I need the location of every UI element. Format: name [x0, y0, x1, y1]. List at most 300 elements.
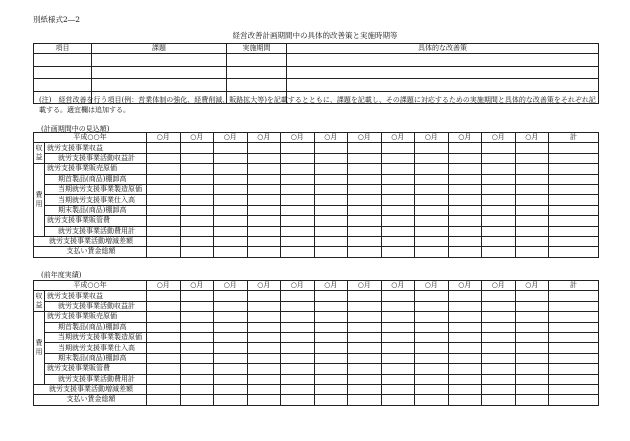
- value-cell[interactable]: [180, 395, 214, 405]
- value-cell[interactable]: [281, 226, 315, 236]
- value-cell[interactable]: [281, 395, 315, 405]
- value-cell[interactable]: [415, 226, 449, 236]
- value-cell[interactable]: [147, 353, 181, 363]
- value-cell[interactable]: [381, 364, 415, 374]
- value-cell[interactable]: [448, 343, 482, 353]
- value-cell[interactable]: [180, 332, 214, 342]
- value-cell[interactable]: [314, 153, 348, 163]
- value-cell[interactable]: [214, 364, 248, 374]
- value-cell[interactable]: [180, 174, 214, 184]
- value-cell[interactable]: [314, 312, 348, 322]
- value-cell[interactable]: [147, 322, 181, 332]
- value-cell[interactable]: [482, 184, 516, 194]
- value-cell[interactable]: [214, 216, 248, 226]
- value-cell[interactable]: [214, 236, 248, 246]
- value-cell[interactable]: [348, 236, 382, 246]
- value-cell[interactable]: [515, 312, 549, 322]
- value-cell[interactable]: [482, 153, 516, 163]
- value-cell[interactable]: [180, 374, 214, 384]
- value-cell[interactable]: [348, 153, 382, 163]
- header-period: 実施期間: [227, 44, 287, 54]
- value-cell[interactable]: [515, 174, 549, 184]
- value-cell[interactable]: [247, 195, 281, 205]
- value-cell[interactable]: [214, 226, 248, 236]
- value-cell[interactable]: [348, 247, 382, 257]
- value-cell[interactable]: [515, 301, 549, 311]
- value-cell[interactable]: [247, 374, 281, 384]
- value-cell[interactable]: [348, 301, 382, 311]
- value-cell[interactable]: [314, 343, 348, 353]
- value-cell[interactable]: [482, 164, 516, 174]
- value-cell[interactable]: [314, 247, 348, 257]
- value-cell[interactable]: [381, 322, 415, 332]
- value-cell[interactable]: [415, 332, 449, 342]
- value-cell[interactable]: [448, 195, 482, 205]
- value-cell[interactable]: [549, 236, 599, 246]
- value-cell[interactable]: [448, 364, 482, 374]
- value-cell[interactable]: [549, 291, 599, 301]
- value-cell[interactable]: [348, 312, 382, 322]
- value-cell[interactable]: [147, 247, 181, 257]
- value-cell[interactable]: [281, 236, 315, 246]
- value-cell[interactable]: [147, 153, 181, 163]
- value-cell[interactable]: [314, 332, 348, 342]
- cell[interactable]: [92, 66, 227, 79]
- value-cell[interactable]: [281, 332, 315, 342]
- value-cell[interactable]: [314, 205, 348, 215]
- value-cell[interactable]: [348, 195, 382, 205]
- value-cell[interactable]: [549, 374, 599, 384]
- value-cell[interactable]: [180, 364, 214, 374]
- value-cell[interactable]: [381, 236, 415, 246]
- value-cell[interactable]: [281, 174, 315, 184]
- value-cell[interactable]: [381, 395, 415, 405]
- value-cell[interactable]: [381, 301, 415, 311]
- value-cell[interactable]: [448, 332, 482, 342]
- value-cell[interactable]: [515, 384, 549, 394]
- value-cell[interactable]: [314, 195, 348, 205]
- value-cell[interactable]: [247, 164, 281, 174]
- value-cell[interactable]: [281, 184, 315, 194]
- value-cell[interactable]: [147, 395, 181, 405]
- value-cell[interactable]: [147, 343, 181, 353]
- value-cell[interactable]: [381, 332, 415, 342]
- value-cell[interactable]: [180, 205, 214, 215]
- value-cell[interactable]: [415, 153, 449, 163]
- value-cell[interactable]: [247, 364, 281, 374]
- value-cell[interactable]: [381, 143, 415, 153]
- value-cell[interactable]: [247, 247, 281, 257]
- value-cell[interactable]: [482, 226, 516, 236]
- value-cell[interactable]: [381, 312, 415, 322]
- value-cell[interactable]: [549, 247, 599, 257]
- value-cell[interactable]: [381, 164, 415, 174]
- value-cell[interactable]: [314, 353, 348, 363]
- value-cell[interactable]: [214, 153, 248, 163]
- value-cell[interactable]: [281, 353, 315, 363]
- value-cell[interactable]: [482, 195, 516, 205]
- value-cell[interactable]: [214, 332, 248, 342]
- value-cell[interactable]: [214, 184, 248, 194]
- value-cell[interactable]: [482, 236, 516, 246]
- value-cell[interactable]: [247, 395, 281, 405]
- value-cell[interactable]: [281, 322, 315, 332]
- value-cell[interactable]: [448, 164, 482, 174]
- value-cell[interactable]: [281, 195, 315, 205]
- value-cell[interactable]: [348, 291, 382, 301]
- value-cell[interactable]: [515, 364, 549, 374]
- value-cell[interactable]: [247, 353, 281, 363]
- value-cell[interactable]: [281, 247, 315, 257]
- cell[interactable]: [227, 66, 287, 79]
- value-cell[interactable]: [482, 395, 516, 405]
- value-cell[interactable]: [448, 374, 482, 384]
- value-cell[interactable]: [482, 143, 516, 153]
- cell[interactable]: [227, 79, 287, 92]
- value-cell[interactable]: [482, 343, 516, 353]
- value-cell[interactable]: [549, 174, 599, 184]
- value-cell[interactable]: [281, 301, 315, 311]
- value-cell[interactable]: [482, 291, 516, 301]
- value-cell[interactable]: [381, 291, 415, 301]
- value-cell[interactable]: [515, 322, 549, 332]
- value-cell[interactable]: [314, 322, 348, 332]
- value-cell[interactable]: [314, 301, 348, 311]
- value-cell[interactable]: [348, 164, 382, 174]
- value-cell[interactable]: [515, 226, 549, 236]
- value-cell[interactable]: [549, 205, 599, 215]
- value-cell[interactable]: [314, 184, 348, 194]
- value-cell[interactable]: [214, 164, 248, 174]
- value-cell[interactable]: [348, 322, 382, 332]
- value-cell[interactable]: [180, 184, 214, 194]
- value-cell[interactable]: [482, 353, 516, 363]
- value-cell[interactable]: [381, 384, 415, 394]
- value-cell[interactable]: [348, 364, 382, 374]
- value-cell[interactable]: [482, 374, 516, 384]
- value-cell[interactable]: [247, 343, 281, 353]
- value-cell[interactable]: [180, 384, 214, 394]
- value-cell[interactable]: [214, 301, 248, 311]
- value-cell[interactable]: [448, 301, 482, 311]
- value-cell[interactable]: [415, 174, 449, 184]
- value-cell[interactable]: [415, 164, 449, 174]
- value-cell[interactable]: [515, 374, 549, 384]
- value-cell[interactable]: [147, 332, 181, 342]
- value-cell[interactable]: [214, 291, 248, 301]
- value-cell[interactable]: [214, 143, 248, 153]
- value-cell[interactable]: [549, 226, 599, 236]
- value-cell[interactable]: [247, 291, 281, 301]
- value-cell[interactable]: [214, 353, 248, 363]
- value-cell[interactable]: [381, 174, 415, 184]
- value-cell[interactable]: [448, 174, 482, 184]
- value-cell[interactable]: [147, 174, 181, 184]
- value-cell[interactable]: [549, 384, 599, 394]
- value-cell[interactable]: [348, 332, 382, 342]
- value-cell[interactable]: [147, 164, 181, 174]
- value-cell[interactable]: [348, 395, 382, 405]
- value-cell[interactable]: [515, 216, 549, 226]
- value-cell[interactable]: [314, 174, 348, 184]
- value-cell[interactable]: [482, 312, 516, 322]
- value-cell[interactable]: [214, 374, 248, 384]
- value-cell[interactable]: [381, 153, 415, 163]
- value-cell[interactable]: [448, 143, 482, 153]
- value-cell[interactable]: [281, 312, 315, 322]
- value-cell[interactable]: [214, 395, 248, 405]
- value-cell[interactable]: [381, 343, 415, 353]
- value-cell[interactable]: [247, 332, 281, 342]
- value-cell[interactable]: [180, 301, 214, 311]
- value-cell[interactable]: [448, 312, 482, 322]
- value-cell[interactable]: [348, 226, 382, 236]
- value-cell[interactable]: [482, 174, 516, 184]
- value-cell[interactable]: [281, 384, 315, 394]
- value-cell[interactable]: [415, 291, 449, 301]
- value-cell[interactable]: [180, 226, 214, 236]
- value-cell[interactable]: [180, 343, 214, 353]
- value-cell[interactable]: [415, 184, 449, 194]
- value-cell[interactable]: [281, 343, 315, 353]
- value-cell[interactable]: [314, 384, 348, 394]
- value-cell[interactable]: [247, 322, 281, 332]
- value-cell[interactable]: [448, 384, 482, 394]
- table-row: [34, 332, 599, 342]
- value-cell[interactable]: [247, 174, 281, 184]
- value-cell[interactable]: [214, 312, 248, 322]
- value-cell[interactable]: [415, 343, 449, 353]
- value-cell[interactable]: [381, 195, 415, 205]
- value-cell[interactable]: [348, 384, 382, 394]
- value-cell[interactable]: [381, 216, 415, 226]
- value-cell[interactable]: [348, 343, 382, 353]
- value-cell[interactable]: [147, 226, 181, 236]
- value-cell[interactable]: [415, 395, 449, 405]
- cell[interactable]: [34, 66, 92, 79]
- value-cell[interactable]: [415, 216, 449, 226]
- value-cell[interactable]: [281, 291, 315, 301]
- value-cell[interactable]: [180, 164, 214, 174]
- cell[interactable]: [34, 79, 92, 92]
- value-cell[interactable]: [448, 216, 482, 226]
- value-cell[interactable]: [314, 236, 348, 246]
- value-cell[interactable]: [515, 291, 549, 301]
- value-cell[interactable]: [549, 216, 599, 226]
- value-cell[interactable]: [147, 291, 181, 301]
- value-cell[interactable]: [549, 364, 599, 374]
- value-cell[interactable]: [549, 395, 599, 405]
- value-cell[interactable]: [281, 153, 315, 163]
- value-cell[interactable]: [549, 301, 599, 311]
- value-cell[interactable]: [549, 332, 599, 342]
- value-cell[interactable]: [415, 195, 449, 205]
- value-cell[interactable]: [247, 226, 281, 236]
- value-cell[interactable]: [147, 236, 181, 246]
- value-cell[interactable]: [549, 184, 599, 194]
- value-cell[interactable]: [314, 164, 348, 174]
- value-cell[interactable]: [247, 384, 281, 394]
- value-cell[interactable]: [515, 236, 549, 246]
- value-cell[interactable]: [515, 205, 549, 215]
- value-cell[interactable]: [415, 236, 449, 246]
- value-cell[interactable]: [214, 205, 248, 215]
- value-cell[interactable]: [549, 153, 599, 163]
- value-cell[interactable]: [348, 216, 382, 226]
- value-cell[interactable]: [482, 205, 516, 215]
- value-cell[interactable]: [281, 364, 315, 374]
- value-cell[interactable]: [448, 395, 482, 405]
- value-cell[interactable]: [247, 205, 281, 215]
- value-cell[interactable]: [415, 205, 449, 215]
- value-cell[interactable]: [214, 384, 248, 394]
- value-cell[interactable]: [247, 216, 281, 226]
- value-cell[interactable]: [180, 312, 214, 322]
- value-cell[interactable]: [314, 143, 348, 153]
- value-cell[interactable]: [381, 353, 415, 363]
- value-cell[interactable]: [247, 236, 281, 246]
- value-cell[interactable]: [214, 195, 248, 205]
- value-cell[interactable]: [214, 247, 248, 257]
- value-cell[interactable]: [180, 195, 214, 205]
- value-cell[interactable]: [247, 312, 281, 322]
- value-cell[interactable]: [515, 164, 549, 174]
- value-cell[interactable]: [180, 353, 214, 363]
- value-cell[interactable]: [348, 143, 382, 153]
- value-cell[interactable]: [147, 301, 181, 311]
- value-cell[interactable]: [381, 374, 415, 384]
- value-cell[interactable]: [415, 322, 449, 332]
- value-cell[interactable]: [348, 353, 382, 363]
- value-cell[interactable]: [549, 195, 599, 205]
- value-cell[interactable]: [515, 353, 549, 363]
- value-cell[interactable]: [147, 143, 181, 153]
- value-cell[interactable]: [281, 374, 315, 384]
- value-cell[interactable]: [281, 216, 315, 226]
- value-cell[interactable]: [147, 205, 181, 215]
- cell[interactable]: [34, 54, 92, 67]
- value-cell[interactable]: [448, 153, 482, 163]
- cell[interactable]: [92, 79, 227, 92]
- value-cell[interactable]: [381, 226, 415, 236]
- value-cell[interactable]: [448, 205, 482, 215]
- value-cell[interactable]: [180, 216, 214, 226]
- value-cell[interactable]: [180, 143, 214, 153]
- value-cell[interactable]: [348, 374, 382, 384]
- value-cell[interactable]: [147, 374, 181, 384]
- value-cell[interactable]: [515, 143, 549, 153]
- value-cell[interactable]: [448, 291, 482, 301]
- value-cell[interactable]: [515, 195, 549, 205]
- value-cell[interactable]: [147, 364, 181, 374]
- cell[interactable]: [287, 79, 599, 92]
- cell[interactable]: [287, 66, 599, 79]
- value-cell[interactable]: [348, 205, 382, 215]
- value-cell[interactable]: [482, 322, 516, 332]
- value-cell[interactable]: [549, 164, 599, 174]
- value-cell[interactable]: [415, 353, 449, 363]
- value-cell[interactable]: [415, 301, 449, 311]
- value-cell[interactable]: [147, 184, 181, 194]
- value-cell[interactable]: [415, 374, 449, 384]
- value-cell[interactable]: [448, 184, 482, 194]
- value-cell[interactable]: [247, 184, 281, 194]
- value-cell[interactable]: [515, 247, 549, 257]
- value-cell[interactable]: [415, 312, 449, 322]
- value-cell[interactable]: [281, 143, 315, 153]
- value-cell[interactable]: [448, 236, 482, 246]
- value-cell[interactable]: [448, 226, 482, 236]
- value-cell[interactable]: [549, 343, 599, 353]
- value-cell[interactable]: [515, 343, 549, 353]
- value-cell[interactable]: [314, 395, 348, 405]
- value-cell[interactable]: [180, 322, 214, 332]
- value-cell[interactable]: [515, 153, 549, 163]
- value-cell[interactable]: [415, 364, 449, 374]
- value-cell[interactable]: [348, 174, 382, 184]
- value-cell[interactable]: [549, 353, 599, 363]
- value-cell[interactable]: [314, 216, 348, 226]
- value-cell[interactable]: [482, 247, 516, 257]
- value-cell[interactable]: [348, 184, 382, 194]
- value-cell[interactable]: [482, 364, 516, 374]
- value-cell[interactable]: [314, 364, 348, 374]
- value-cell[interactable]: [314, 291, 348, 301]
- value-cell[interactable]: [147, 195, 181, 205]
- value-cell[interactable]: [482, 301, 516, 311]
- value-cell[interactable]: [147, 384, 181, 394]
- value-cell[interactable]: [180, 247, 214, 257]
- cell[interactable]: [287, 54, 599, 67]
- value-cell[interactable]: [549, 322, 599, 332]
- value-cell[interactable]: [448, 353, 482, 363]
- value-cell[interactable]: [281, 164, 315, 174]
- value-cell[interactable]: [247, 153, 281, 163]
- value-cell[interactable]: [314, 226, 348, 236]
- value-cell[interactable]: [247, 301, 281, 311]
- value-cell[interactable]: [482, 384, 516, 394]
- value-cell[interactable]: [214, 174, 248, 184]
- value-cell[interactable]: [415, 143, 449, 153]
- value-cell[interactable]: [147, 216, 181, 226]
- value-cell[interactable]: [549, 312, 599, 322]
- value-cell[interactable]: [214, 322, 248, 332]
- cell[interactable]: [92, 54, 227, 67]
- value-cell[interactable]: [147, 312, 181, 322]
- value-cell[interactable]: [482, 216, 516, 226]
- value-cell[interactable]: [281, 205, 315, 215]
- value-cell[interactable]: [180, 153, 214, 163]
- value-cell[interactable]: [448, 247, 482, 257]
- value-cell[interactable]: [314, 374, 348, 384]
- value-cell[interactable]: [515, 184, 549, 194]
- value-cell[interactable]: [515, 332, 549, 342]
- value-cell[interactable]: [415, 247, 449, 257]
- cell[interactable]: [227, 54, 287, 67]
- value-cell[interactable]: [381, 184, 415, 194]
- value-cell[interactable]: [180, 236, 214, 246]
- value-cell[interactable]: [180, 291, 214, 301]
- value-cell[interactable]: [415, 384, 449, 394]
- value-cell[interactable]: [448, 322, 482, 332]
- value-cell[interactable]: [549, 143, 599, 153]
- value-cell[interactable]: [247, 143, 281, 153]
- value-cell[interactable]: [515, 395, 549, 405]
- value-cell[interactable]: [381, 205, 415, 215]
- value-cell[interactable]: [482, 332, 516, 342]
- value-cell[interactable]: [381, 247, 415, 257]
- value-cell[interactable]: [214, 343, 248, 353]
